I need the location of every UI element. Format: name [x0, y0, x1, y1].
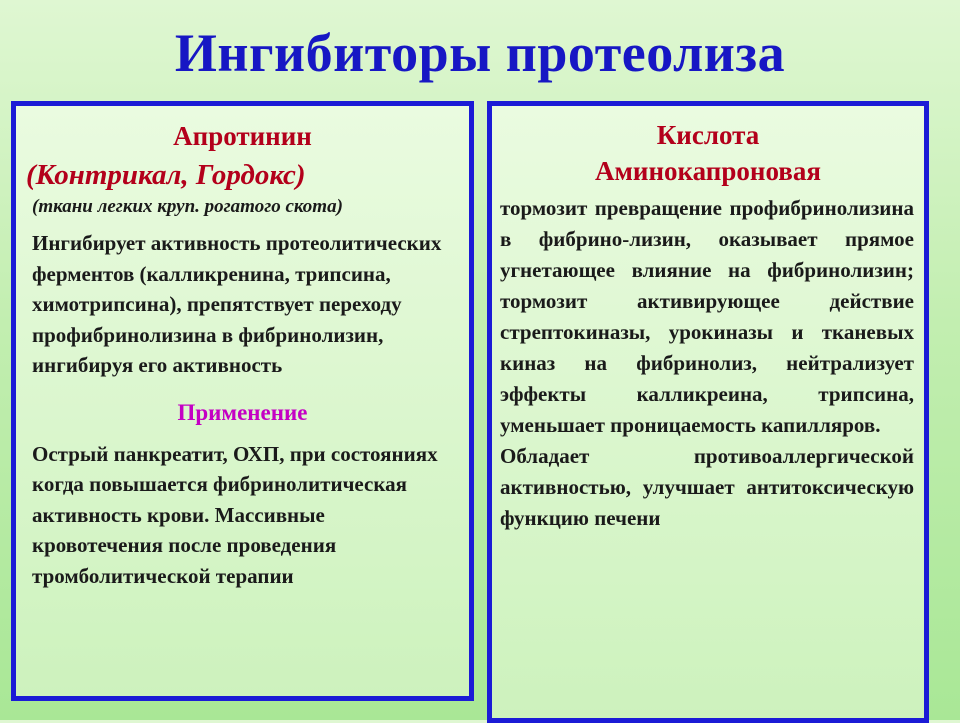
- acid-paragraph-1: тормозит превращение профибринолизина в фибрино-лизин, оказывает прямое угнетающее влияние на фибринолизин; тормозит активирующее действие стрептокиназы, урокиназы и тканевых киназ на фибринолиз, нейтрализует эффекты калликреина, трипсина, уменьшает проницаемость капилляров.: [500, 196, 914, 437]
- aminocaproic-acid-panel: [487, 101, 929, 723]
- aprotinin-panel: [11, 101, 474, 701]
- acid-heading-line2: Аминокапроновая: [595, 156, 821, 186]
- aprotinin-trade-names: (Контрикал, Гордокс): [26, 159, 306, 191]
- aprotinin-usage: Острый панкреатит, ОХП, при состояниях когда повышается фибринолитическая активность крови. Массивные кровотечения после проведения тромболитической терапии: [32, 441, 438, 588]
- aprotinin-heading: Апротинин: [173, 121, 312, 151]
- aprotinin-description: Ингибирует активность протеолитических ферментов (калликренина, трипсина, химотрипсина), препятствует переходу профибринолизина в фибринолизин, ингибируя его активность: [32, 231, 442, 377]
- acid-heading-line1: Кислота: [656, 120, 760, 150]
- acid-description: [500, 193, 914, 534]
- usage-heading: Применение: [177, 399, 308, 425]
- acid-paragraph-2: Обладает противоаллергической активностью, улучшает антитоксическую функцию печени: [500, 444, 914, 530]
- aprotinin-source: (ткани легких круп. рогатого скота): [32, 196, 343, 217]
- slide-title: Ингибиторы протеолиза: [174, 23, 786, 83]
